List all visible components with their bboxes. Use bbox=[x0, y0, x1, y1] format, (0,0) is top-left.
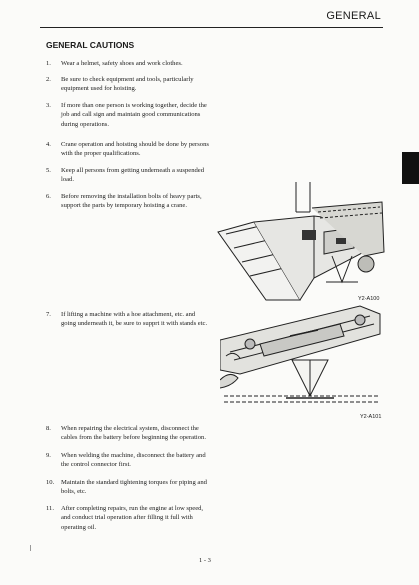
item-text: Be sure to check equipment and tools, particularly equipment used for hoisting. bbox=[61, 76, 194, 93]
item-text: When repairing the electrical system, disconnect the cables from the battery before beginning the operation. bbox=[61, 425, 207, 442]
item-text: Maintain the standard tightening torques for piping and bolts, etc. bbox=[61, 479, 207, 496]
figure-caption: Y2-A101 bbox=[360, 414, 382, 420]
item-number: 5. bbox=[46, 167, 51, 174]
bulldozer-hoisting-illustration bbox=[214, 182, 386, 302]
item-text: After completing repairs, run the engine at low speed, and conduct trial operation after filling it full with operating oil. bbox=[61, 505, 204, 531]
caution-item bbox=[46, 140, 211, 159]
caution-item bbox=[46, 166, 211, 185]
caution-item bbox=[46, 59, 211, 68]
caution-item bbox=[46, 504, 211, 532]
page-number: 1 - 3 bbox=[199, 557, 211, 564]
margin-mark bbox=[30, 545, 31, 551]
header-rule bbox=[40, 27, 383, 28]
caution-item bbox=[46, 310, 211, 329]
item-number: 3. bbox=[46, 102, 51, 109]
item-text: Keep all persons from getting underneath a suspended load. bbox=[61, 167, 205, 184]
caution-item bbox=[46, 192, 211, 211]
hoe-attachment-stand-illustration bbox=[220, 300, 386, 412]
caution-item bbox=[46, 75, 211, 94]
caution-item bbox=[46, 478, 211, 497]
page-header-title: GENERAL bbox=[326, 10, 381, 22]
item-number: 4. bbox=[46, 141, 51, 148]
item-number: 8. bbox=[46, 425, 51, 432]
figure-caption: Y2-A100 bbox=[358, 296, 380, 302]
item-number: 6. bbox=[46, 193, 51, 200]
section-title: GENERAL CAUTIONS bbox=[46, 40, 135, 50]
item-number: 10. bbox=[46, 479, 55, 486]
item-number: 7. bbox=[46, 311, 51, 318]
caution-item bbox=[46, 451, 211, 470]
item-number: 2. bbox=[46, 76, 51, 83]
caution-item bbox=[46, 101, 211, 129]
item-number: 9. bbox=[46, 452, 51, 459]
section-tab-marker bbox=[402, 152, 419, 184]
item-text: Before removing the installation bolts of heavy parts, support the parts by temporary hoisting a crane. bbox=[61, 193, 202, 210]
item-number: 1. bbox=[46, 60, 51, 67]
item-text: Crane operation and hoisting should be done by persons with the proper qualifications. bbox=[61, 141, 209, 158]
item-text: When welding the machine, disconnect the battery and the control connector first. bbox=[61, 452, 206, 469]
item-number: 11. bbox=[46, 505, 54, 512]
item-text: If more than one person is working together, decide the job and call sign and maintain good communications during operations. bbox=[61, 102, 207, 128]
item-text: If lifting a machine with a hoe attachment, etc. and going underneath it, be sure to supprt it with stands etc. bbox=[61, 311, 208, 328]
item-text: Wear a helmet, safety shoes and work clothes. bbox=[61, 60, 183, 67]
caution-item bbox=[46, 424, 211, 443]
